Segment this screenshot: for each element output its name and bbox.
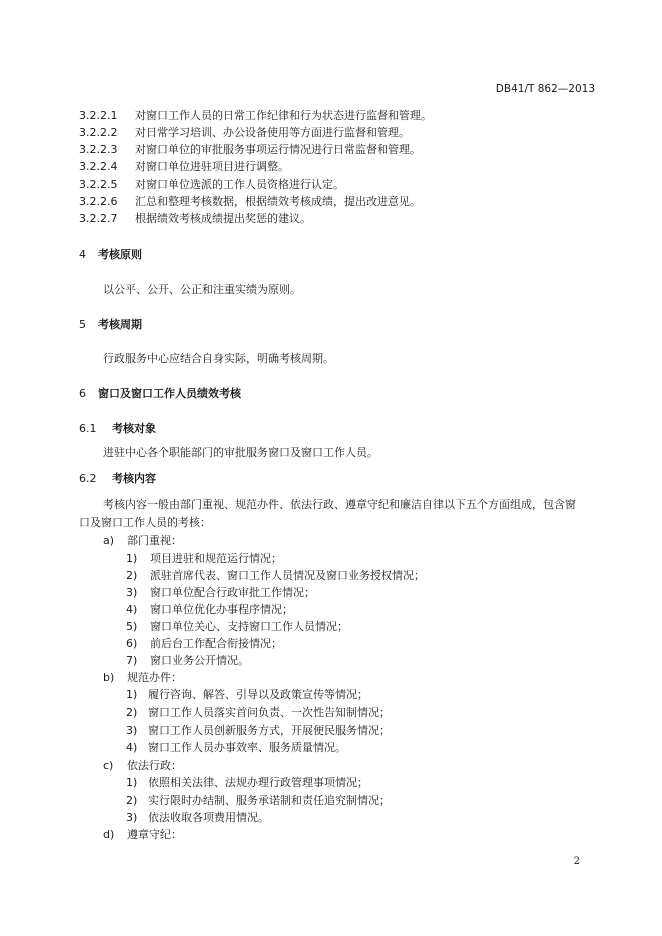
section-number: 5 bbox=[79, 318, 86, 331]
list-subitem bbox=[126, 601, 293, 619]
subitem-text: 前后台工作配合衔接情况； bbox=[150, 637, 282, 650]
section-6-2-heading bbox=[79, 470, 156, 488]
clause-number: 3.2.2.2 bbox=[79, 126, 118, 139]
clause-number: 3.2.2.5 bbox=[79, 178, 118, 191]
subitem-text: 窗口工作人员创新服务方式，开展便民服务情况； bbox=[148, 724, 390, 737]
list-subitem bbox=[126, 652, 249, 670]
clause-number: 3.2.2.7 bbox=[79, 212, 118, 225]
subitem-number: 4) bbox=[126, 741, 138, 754]
list-title: 规范办件： bbox=[127, 671, 182, 684]
list-label: a) bbox=[103, 534, 115, 547]
section-title: 考核原则 bbox=[98, 248, 142, 261]
section-6-heading bbox=[79, 385, 241, 403]
list-subitem bbox=[126, 739, 346, 757]
subitem-text: 窗口单位配合行政审批工作情况； bbox=[150, 586, 315, 599]
list-subitem bbox=[126, 686, 368, 704]
section-number: 6.1 bbox=[79, 422, 97, 435]
list-item-a bbox=[103, 532, 182, 550]
section-number: 6 bbox=[79, 387, 86, 400]
list-subitem bbox=[126, 792, 390, 810]
list-label: b) bbox=[103, 671, 115, 684]
subitem-number: 1) bbox=[126, 688, 138, 701]
clause-text: 对窗口工作人员的日常工作纪律和行为状态进行监督和管理。 bbox=[135, 109, 432, 122]
list-subitem bbox=[126, 550, 282, 568]
page-number: 2 bbox=[573, 856, 580, 867]
clause-3-2-2-1 bbox=[79, 107, 432, 125]
subitem-number: 3) bbox=[126, 724, 138, 737]
section-title: 考核对象 bbox=[112, 422, 156, 435]
clause-text: 根据绩效考核成绩提出奖惩的建议。 bbox=[135, 212, 311, 225]
list-title: 部门重视： bbox=[127, 534, 182, 547]
subitem-text: 窗口工作人员办事效率、服务质量情况。 bbox=[148, 741, 346, 754]
list-subitem bbox=[126, 704, 390, 722]
subitem-text: 依照相关法律、法规办理行政管理事项情况； bbox=[148, 776, 368, 789]
section-5-body: 行政服务中心应结合自身实际，明确考核周期。 bbox=[103, 352, 334, 365]
list-subitem bbox=[126, 567, 425, 585]
clause-text: 对日常学习培训、办公设备使用等方面进行监督和管理。 bbox=[135, 126, 410, 139]
subitem-number: 1) bbox=[126, 552, 138, 565]
list-subitem bbox=[126, 635, 282, 653]
list-title: 遵章守纪： bbox=[127, 828, 182, 841]
subitem-text: 依法收取各项费用情况。 bbox=[148, 811, 269, 824]
subitem-text: 窗口单位关心、支持窗口工作人员情况； bbox=[150, 620, 348, 633]
section-title: 考核周期 bbox=[98, 318, 142, 331]
subitem-number: 2) bbox=[126, 706, 138, 719]
clause-3-2-2-7 bbox=[79, 210, 311, 228]
subitem-text: 履行咨询、解答、引导以及政策宣传等情况； bbox=[148, 688, 368, 701]
subitem-number: 4) bbox=[126, 603, 138, 616]
subitem-text: 窗口业务公开情况。 bbox=[150, 654, 249, 667]
subitem-text: 项目进驻和规范运行情况； bbox=[150, 552, 282, 565]
list-label: c) bbox=[103, 759, 114, 772]
section-4-heading bbox=[79, 246, 142, 264]
document-code: DB41/T 862—2013 bbox=[495, 83, 595, 95]
subitem-number: 2) bbox=[126, 569, 138, 582]
clause-number: 3.2.2.1 bbox=[79, 109, 118, 122]
section-title: 窗口及窗口工作人员绩效考核 bbox=[98, 387, 241, 400]
subitem-text: 实行限时办结制、服务承诺制和责任追究制情况； bbox=[148, 794, 390, 807]
subitem-text: 窗口工作人员落实首问负责、一次性告知制情况； bbox=[148, 706, 390, 719]
list-subitem bbox=[126, 618, 348, 636]
subitem-number: 6) bbox=[126, 637, 138, 650]
list-label: d) bbox=[103, 828, 115, 841]
subitem-number: 2) bbox=[126, 794, 138, 807]
subitem-number: 3) bbox=[126, 586, 138, 599]
list-subitem bbox=[126, 774, 368, 792]
clause-3-2-2-4 bbox=[79, 158, 289, 176]
section-6-1-heading bbox=[79, 420, 156, 438]
list-subitem bbox=[126, 584, 315, 602]
list-item-b bbox=[103, 669, 182, 687]
subitem-number: 1) bbox=[126, 776, 138, 789]
list-title: 依法行政： bbox=[127, 759, 182, 772]
section-5-heading bbox=[79, 316, 142, 334]
clause-text: 对窗口单位选派的工作人员资格进行认定。 bbox=[135, 178, 344, 191]
list-item-d bbox=[103, 826, 182, 844]
list-item-c bbox=[103, 757, 182, 775]
section-number: 4 bbox=[79, 248, 86, 261]
section-6-2-intro-line-2: 口及窗口工作人员的考核： bbox=[79, 516, 211, 529]
list-subitem bbox=[126, 809, 269, 827]
clause-3-2-2-6 bbox=[79, 193, 421, 211]
clause-text: 对窗口单位进驻项目进行调整。 bbox=[135, 160, 289, 173]
clause-3-2-2-5 bbox=[79, 176, 344, 194]
list-subitem bbox=[126, 722, 390, 740]
subitem-number: 7) bbox=[126, 654, 138, 667]
clause-3-2-2-3 bbox=[79, 141, 421, 159]
section-4-body: 以公平、公开、公正和注重实绩为原则。 bbox=[103, 283, 301, 296]
clause-number: 3.2.2.4 bbox=[79, 160, 118, 173]
clause-text: 对窗口单位的审批服务事项运行情况进行日常监督和管理。 bbox=[135, 143, 421, 156]
section-number: 6.2 bbox=[79, 472, 97, 485]
section-6-1-body: 进驻中心各个职能部门的审批服务窗口及窗口工作人员。 bbox=[103, 446, 378, 459]
clause-text: 汇总和整理考核数据，根据绩效考核成绩，提出改进意见。 bbox=[135, 195, 421, 208]
subitem-number: 5) bbox=[126, 620, 138, 633]
subitem-number: 3) bbox=[126, 811, 138, 824]
section-6-2-intro-line-1: 考核内容一般由部门重视、规范办件、依法行政、遵章守纪和廉洁自律以下五个方面组成，包含窗 bbox=[103, 498, 576, 511]
section-title: 考核内容 bbox=[112, 472, 156, 485]
clause-3-2-2-2 bbox=[79, 124, 410, 142]
clause-number: 3.2.2.3 bbox=[79, 143, 118, 156]
subitem-text: 窗口单位优化办事程序情况； bbox=[150, 603, 293, 616]
clause-number: 3.2.2.6 bbox=[79, 195, 118, 208]
subitem-text: 派驻首席代表、窗口工作人员情况及窗口业务授权情况； bbox=[150, 569, 425, 582]
